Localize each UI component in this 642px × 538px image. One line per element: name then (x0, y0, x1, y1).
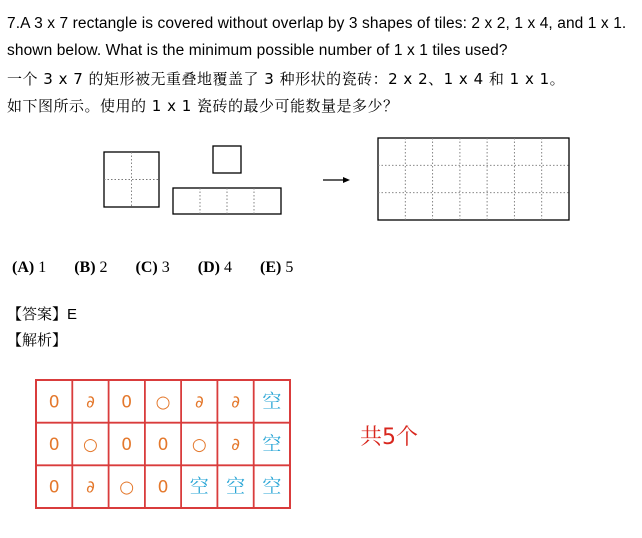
empty-cell-mark: 空 (226, 475, 246, 498)
question-text-line2: shown below. What is the minimum possible number of 1 x 1 tiles used? (7, 42, 508, 59)
tile-cell-mark: ○ (155, 392, 171, 413)
answer-value: E (67, 306, 78, 323)
empty-cell-mark: 空 (262, 390, 282, 413)
question-text-chinese-line1: 一个 3 x 7 的矩形被无重叠地覆盖了 3 种形状的瓷砖：2 x 2、1 x 4 和 1 x 1。 (7, 70, 566, 88)
tile-cell-mark: 0 (157, 435, 169, 455)
empty-cell-mark: 空 (262, 475, 282, 498)
tile-cell-mark: 0 (48, 477, 60, 498)
tile-cell-mark: ○ (83, 435, 98, 455)
tile-cell-mark: 0 (48, 435, 60, 455)
choice-e[interactable]: (E) 5 (259, 259, 294, 276)
choice-d[interactable]: (D) 4 (197, 259, 232, 276)
answer-line (7, 303, 77, 324)
answer-choices (12, 259, 317, 277)
empty-cell-mark: 空 (189, 475, 209, 498)
question-text-chinese-line2: 如下图所示。使用的 1 x 1 瓷砖的最少可能数量是多少？ (7, 97, 399, 115)
handwritten-note: 共5个 (360, 425, 418, 450)
tile-1x1 (213, 146, 241, 173)
arrow (323, 177, 350, 183)
tile-cell-mark: 0 (121, 435, 133, 455)
choice-b[interactable]: (B) 2 (74, 259, 108, 276)
analysis-label: 【解析】 (7, 331, 68, 349)
solution-marks (49, 390, 418, 497)
question-text-line1: 7.A 3 x 7 rectangle is covered without overlap by 3 shapes of tiles: 2 x 2, 1 x 4, and 1 x 1. (7, 15, 627, 32)
target-rectangle-3x7 (378, 138, 569, 220)
tile-cell-mark: 0 (157, 477, 169, 498)
tile-2x2 (104, 152, 159, 207)
tile-cell-mark: ∂ (231, 435, 240, 455)
tile-1x4 (173, 188, 281, 214)
answer-label: 【答案】 (7, 305, 68, 323)
tile-cell-mark: 0 (48, 392, 60, 413)
tile-cell-mark: ∂ (86, 477, 95, 498)
tile-cell-mark: ∂ (231, 392, 240, 413)
tile-cell-mark: ○ (191, 435, 207, 455)
tile-cell-mark: 0 (121, 392, 133, 413)
tile-cell-mark: ∂ (86, 392, 95, 413)
tile-cell-mark: ∂ (194, 392, 204, 413)
empty-cell-mark: 空 (262, 433, 282, 455)
tile-cell-mark: ○ (119, 477, 135, 498)
choice-a[interactable]: (A) 1 (12, 259, 47, 276)
choice-c[interactable]: (C) 3 (135, 259, 170, 276)
